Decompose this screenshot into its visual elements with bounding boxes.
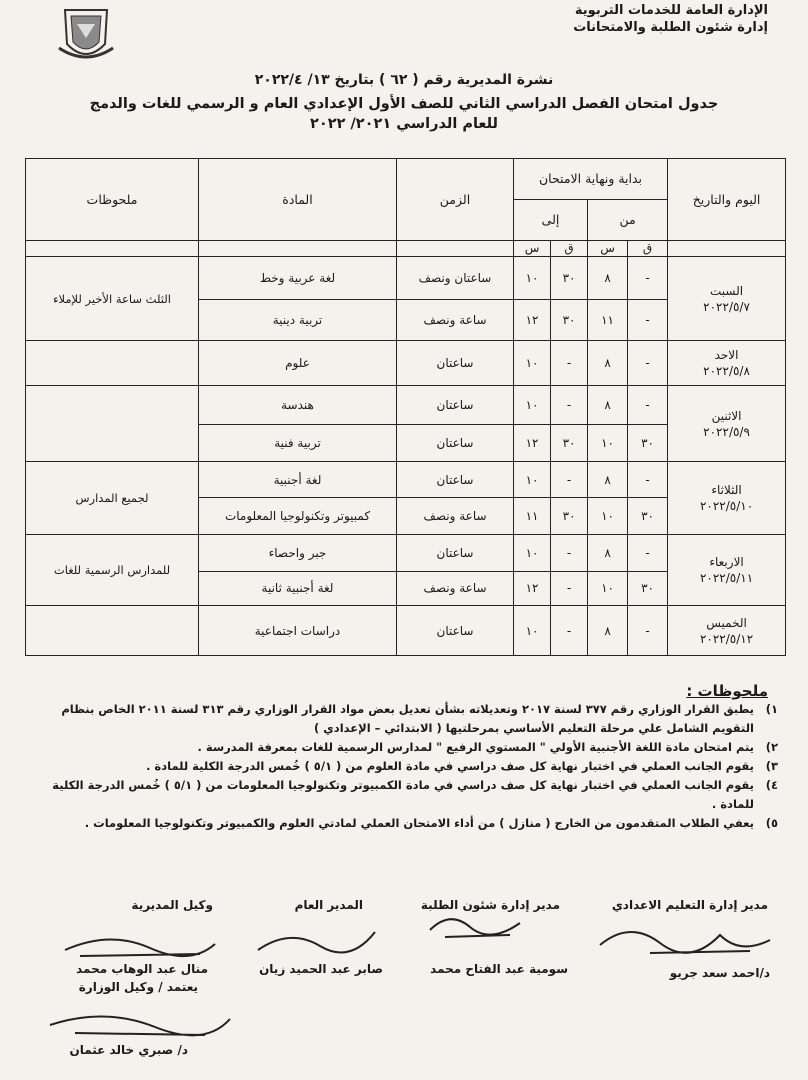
subject-cell: لغة عربية وخط [199, 257, 397, 300]
day-date-cell [668, 461, 786, 534]
subheader-to-min: ق [551, 240, 588, 256]
signature-scribble-general [250, 918, 380, 958]
day-name: الاثنين [711, 408, 742, 423]
day-date-cell [668, 535, 786, 606]
to-hour-cell: ١٠ [514, 535, 551, 572]
table-row [26, 535, 786, 572]
subheader-from-hour: س [588, 240, 628, 256]
from-hour-cell: ١١ [588, 300, 628, 341]
header-subject: المادة [199, 159, 397, 241]
note-cell: للمدارس الرسمية للغات [26, 535, 199, 606]
day-date: ٢٠٢٢/٥/٨ [703, 364, 750, 379]
from-minute-cell: - [628, 386, 668, 425]
note-cell [26, 606, 199, 656]
approval-label: يعتمد / وكيل الوزارة [78, 980, 198, 994]
note-cell [26, 341, 199, 386]
from-hour-cell: ١٠ [588, 425, 628, 462]
day-date-cell [668, 341, 786, 386]
from-minute-cell: ٣٠ [628, 498, 668, 535]
header-from: من [588, 199, 668, 240]
signature-scribble-students [420, 905, 530, 945]
to-hour-cell: ١٠ [514, 606, 551, 656]
to-hour-cell: ١٢ [514, 571, 551, 605]
notes-title: ملحوظات : [686, 682, 768, 700]
header-duration: الزمن [397, 159, 514, 241]
to-hour-cell: ١٠ [514, 386, 551, 425]
header-to: إلى [514, 199, 588, 240]
to-minute-cell: ٣٠ [551, 257, 588, 300]
note-cell [26, 386, 199, 461]
subject-cell: هندسة [199, 386, 397, 425]
day-date: ٢٠٢٢/٥/٩ [703, 424, 750, 439]
from-hour-cell: ١٠ [588, 498, 628, 535]
from-hour-cell: ٨ [588, 257, 628, 300]
subject-cell: لغة أجنبية [199, 461, 397, 498]
sig-name-general: صابر عبد الحميد زيان [259, 962, 383, 976]
to-hour-cell: ١٢ [514, 425, 551, 462]
subject-cell: جبر واحصاء [199, 535, 397, 572]
title-line-1: جدول امتحان الفصل الدراسي الثاني للصف الأول الإعدادي العام و الرسمي للغات والدمج [89, 96, 719, 112]
to-minute-cell: - [551, 461, 588, 498]
duration-cell: ساعتان [397, 461, 514, 498]
table-row [26, 606, 786, 656]
subject-cell: علوم [199, 341, 397, 386]
governorate-emblem-icon [55, 4, 117, 66]
to-minute-cell: - [551, 386, 588, 425]
to-minute-cell: ٣٠ [551, 498, 588, 535]
day-name: الاحد [714, 348, 739, 363]
from-hour-cell: ٨ [588, 386, 628, 425]
from-minute-cell: - [628, 535, 668, 572]
header-line-1: الإدارة العامة للخدمات التربوية [574, 3, 768, 18]
note-item: ٣) يقوم الجانب العملي في اختبار نهاية كل صف دراسي في مادة العلوم من ( ٥/١ ) خُمس الدرجة الكلية للمادة . [146, 759, 778, 773]
to-hour-cell: ١٢ [514, 300, 551, 341]
signature-scribble-approver [45, 1005, 235, 1045]
sig-name-students: سومية عبد الفتاح محمد [430, 962, 568, 976]
title-line-2: للعام الدراسي ٢٠٢١/ ٢٠٢٢ [310, 116, 498, 132]
note-cell: لجميع المدارس [26, 461, 199, 534]
from-minute-cell: - [628, 341, 668, 386]
to-minute-cell: - [551, 341, 588, 386]
from-hour-cell: ١٠ [588, 571, 628, 605]
day-date: ٢٠٢٢/٥/١٢ [699, 631, 754, 646]
duration-cell: ساعة ونصف [397, 300, 514, 341]
note-item: ٤) يقوم الجانب العملي في اختبار نهاية كل صف دراسي في مادة الكمبيوتر وتكنولوجيا المعلومات من ( ٥/١ ) خُمس الدرجة الكلية للمادة . [52, 778, 778, 811]
subheader-from-min: ق [628, 240, 668, 256]
duration-cell: ساعتان [397, 535, 514, 572]
day-name: الاربعاء [709, 555, 744, 570]
from-hour-cell: ٨ [588, 341, 628, 386]
to-minute-cell: - [551, 606, 588, 656]
day-date-cell [668, 386, 786, 461]
to-minute-cell: ٣٠ [551, 300, 588, 341]
sig-title-general: المدير العام [294, 898, 363, 912]
from-minute-cell: ٣٠ [628, 425, 668, 462]
from-hour-cell: ٨ [588, 461, 628, 498]
day-date-cell [668, 257, 786, 341]
to-hour-cell: ١٠ [514, 461, 551, 498]
duration-cell: ساعتان [397, 425, 514, 462]
subject-cell: تربية دينية [199, 300, 397, 341]
header-line-2: إدارة شئون الطلبة والامتحانات [573, 20, 768, 35]
page-title [20, 94, 788, 134]
note-item: ٢) يتم امتحان مادة اللغة الأجنبية الأولي " المستوي الرفيع " لمدارس الرسمية للغات بمعرفة المدرسة . [197, 740, 778, 754]
from-minute-cell: - [628, 606, 668, 656]
duration-cell: ساعتان [397, 341, 514, 386]
to-minute-cell: ٣٠ [551, 425, 588, 462]
duration-cell: ساعة ونصف [397, 571, 514, 605]
day-name: الخميس [706, 615, 747, 630]
to-hour-cell: ١٠ [514, 257, 551, 300]
header-block [573, 2, 768, 36]
subject-cell: لغة أجنبية ثانية [199, 571, 397, 605]
header-day: اليوم والتاريخ [668, 159, 786, 241]
to-hour-cell: ١٠ [514, 341, 551, 386]
notes-list [28, 700, 778, 833]
day-name: الثلاثاء [711, 482, 742, 497]
duration-cell: ساعتان [397, 386, 514, 425]
from-minute-cell: - [628, 461, 668, 498]
sig-title-deputy: وكيل المديرية [131, 898, 213, 912]
day-date: ٢٠٢٢/٥/٧ [703, 299, 750, 314]
from-hour-cell: ٨ [588, 535, 628, 572]
sig-name-prep: د/احمد سعد جريو [669, 966, 770, 980]
sig-title-students: مدير إدارة شئون الطلبة [420, 898, 560, 912]
signature-scribble-deputy [60, 928, 220, 962]
table-row [26, 461, 786, 498]
note-item: ٥) يعفي الطلاب المتقدمون من الخارج ( منازل ) من أداء الامتحان العملي لمادتي العلوم والكمبيوتر وتكنولوجيا المعلومات . [84, 816, 778, 830]
note-item: ١) يطبق القرار الوزاري رقم ٣٧٧ لسنة ٢٠١٧ وتعديلاته بشأن تعديل بعض مواد القرار الوزاري رقم ٣١٣ لسنة ٢٠١١ الخاص بنظام التقويم الشامل علي مرحلة التعليم الأساسي بمرحلتيها ( الابتدائي – الإعدادي ) [61, 702, 778, 735]
to-hour-cell: ١١ [514, 498, 551, 535]
header-exam-period: بداية ونهاية الامتحان [514, 159, 668, 200]
subheader-to-hour: س [514, 240, 551, 256]
duration-cell: ساعة ونصف [397, 498, 514, 535]
to-minute-cell: - [551, 571, 588, 605]
duration-cell: ساعتان ونصف [397, 257, 514, 300]
table-row [26, 257, 786, 300]
from-minute-cell: - [628, 257, 668, 300]
day-date: ٢٠٢٢/٥/١١ [699, 571, 754, 586]
table-row [26, 386, 786, 425]
table-row [26, 341, 786, 386]
to-minute-cell: - [551, 535, 588, 572]
approver-name: د/ صبري خالد عثمان [69, 1043, 188, 1057]
from-hour-cell: ٨ [588, 606, 628, 656]
sig-title-prep: مدير إدارة التعليم الاعدادي [611, 898, 768, 912]
exam-schedule-table [25, 158, 786, 656]
day-date-cell [668, 606, 786, 656]
header-notes: ملحوظات [26, 159, 199, 241]
note-cell: الثلث ساعة الأخير للإملاء [26, 257, 199, 341]
sig-name-deputy: منال عبد الوهاب محمد [76, 962, 208, 976]
day-date: ٢٠٢٢/٥/١٠ [699, 498, 754, 513]
duration-cell: ساعتان [397, 606, 514, 656]
bulletin-line: نشرة المديرية رقم ( ٦٢ ) بتاريخ ١٣/ ٢٠٢٢/٤ [254, 72, 554, 88]
subject-cell: تربية فنية [199, 425, 397, 462]
from-minute-cell: - [628, 300, 668, 341]
day-name: السبت [709, 283, 744, 298]
signature-scribble-prep [590, 915, 780, 965]
subject-cell: كمبيوتر وتكنولوجيا المعلومات [199, 498, 397, 535]
subject-cell: دراسات اجتماعية [199, 606, 397, 656]
from-minute-cell: ٣٠ [628, 571, 668, 605]
